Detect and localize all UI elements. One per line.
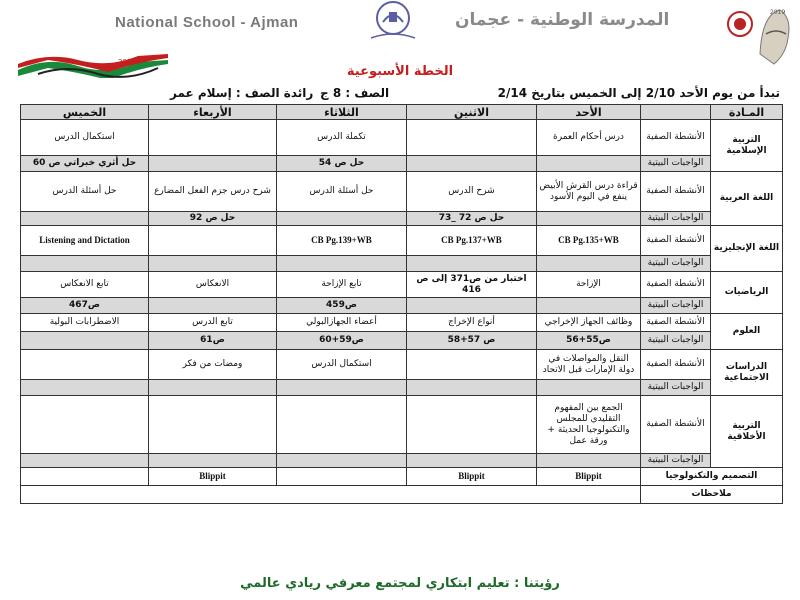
kind-activities: الأنشطة الصفية bbox=[641, 120, 711, 156]
cell: ومضات من فكر bbox=[149, 350, 277, 380]
kind-homework: الواجبات البيتية bbox=[641, 332, 711, 350]
table-row bbox=[21, 212, 783, 226]
cell bbox=[277, 396, 407, 454]
col-wednesday: الأربعاء bbox=[149, 105, 277, 120]
table-row bbox=[21, 350, 783, 380]
cell bbox=[277, 468, 407, 486]
subject-math: الرياضيات bbox=[711, 272, 783, 314]
table-row bbox=[21, 380, 783, 396]
col-thursday: الخميس bbox=[21, 105, 149, 120]
cell: Blippit bbox=[149, 468, 277, 486]
table-header-row bbox=[21, 105, 783, 120]
cell bbox=[149, 454, 277, 468]
table-row bbox=[21, 486, 783, 504]
kind-activities: الأنشطة الصفية bbox=[641, 396, 711, 454]
col-subject: المـادة bbox=[711, 105, 783, 120]
table-row bbox=[21, 468, 783, 486]
cell: CB Pg.137+WB bbox=[407, 226, 537, 256]
notes-cell bbox=[21, 486, 641, 504]
cell bbox=[407, 120, 537, 156]
cell: ص61 bbox=[149, 332, 277, 350]
school-logo-icon bbox=[353, 0, 433, 44]
notes-label: ملاحظات bbox=[641, 486, 783, 504]
cell bbox=[277, 454, 407, 468]
table-row bbox=[21, 454, 783, 468]
cell: الانعكاس bbox=[149, 272, 277, 298]
cell: قراءة درس القرش الأبيض ينفع في اليوم الأسود bbox=[537, 172, 641, 212]
cell: ص467 bbox=[21, 298, 149, 314]
cell: حل أثري خبراتي ص 60 bbox=[21, 156, 149, 172]
cell bbox=[277, 380, 407, 396]
subject-arabic: اللغة العربية bbox=[711, 172, 783, 226]
col-monday: الاثنين bbox=[407, 105, 537, 120]
table-row bbox=[21, 332, 783, 350]
cell bbox=[407, 454, 537, 468]
cell bbox=[407, 380, 537, 396]
cell: شرح الدرس bbox=[407, 172, 537, 212]
cell: ص459 bbox=[277, 298, 407, 314]
page-header bbox=[0, 0, 800, 120]
cell bbox=[277, 256, 407, 272]
cell: استكمال الدرس bbox=[21, 120, 149, 156]
cell: وظائف الجهاز الإخراجي bbox=[537, 314, 641, 332]
cell bbox=[21, 380, 149, 396]
cell: درس أحكام العمرة bbox=[537, 120, 641, 156]
kind-homework: الواجبات البيتية bbox=[641, 212, 711, 226]
cell bbox=[21, 454, 149, 468]
kind-homework: الواجبات البيتية bbox=[641, 298, 711, 314]
cell: الاضطرابات البولية bbox=[21, 314, 149, 332]
cell: Blippit bbox=[407, 468, 537, 486]
kind-homework: الواجبات البيتية bbox=[641, 156, 711, 172]
cell bbox=[21, 256, 149, 272]
table-row bbox=[21, 396, 783, 454]
subject-islamic: التربية الإسلامية bbox=[711, 120, 783, 172]
kind-homework: الواجبات البيتية bbox=[641, 454, 711, 468]
kind-activities: الأنشطة الصفية bbox=[641, 350, 711, 380]
cell bbox=[537, 256, 641, 272]
table-row bbox=[21, 314, 783, 332]
table-row bbox=[21, 272, 783, 298]
kind-activities: الأنشطة الصفية bbox=[641, 226, 711, 256]
cell bbox=[21, 332, 149, 350]
cell bbox=[407, 350, 537, 380]
cell bbox=[149, 120, 277, 156]
cell: أعضاء الجهازالبولي bbox=[277, 314, 407, 332]
cell bbox=[537, 156, 641, 172]
kind-homework: الواجبات البيتية bbox=[641, 380, 711, 396]
cell: أنواع الإخراج bbox=[407, 314, 537, 332]
table-row bbox=[21, 172, 783, 212]
table-row bbox=[21, 298, 783, 314]
year-badge: 2019 bbox=[118, 58, 136, 66]
cell: ص55+56 bbox=[537, 332, 641, 350]
col-tuesday: الثلاثاء bbox=[277, 105, 407, 120]
table-row bbox=[21, 120, 783, 156]
col-kind bbox=[641, 105, 711, 120]
cell bbox=[277, 212, 407, 226]
grade-label: الصف : 8 ج bbox=[320, 86, 390, 100]
svg-text:2019: 2019 bbox=[770, 9, 786, 16]
subject-science: العلوم bbox=[711, 314, 783, 350]
cell: Listening and Dictation bbox=[21, 226, 149, 256]
table-row bbox=[21, 226, 783, 256]
kind-activities: الأنشطة الصفية bbox=[641, 172, 711, 212]
cell: حل ص 92 bbox=[149, 212, 277, 226]
kind-homework: الواجبات البيتية bbox=[641, 256, 711, 272]
cell: ص 57+58 bbox=[407, 332, 537, 350]
cell: النقل والمواصلات في دولة الإمارات قبل الاتحاد bbox=[537, 350, 641, 380]
cell: حل أسئلة الدرس bbox=[21, 172, 149, 212]
vision-statement: رؤيتنا : تعليم ابتكاري لمجتمع معرفي ريادي عالمي bbox=[240, 576, 560, 591]
table-row bbox=[21, 256, 783, 272]
cell: تكملة الدرس bbox=[277, 120, 407, 156]
class-leader: رائدة الصف : إسلام عمر bbox=[170, 86, 314, 100]
cell bbox=[21, 396, 149, 454]
cell bbox=[407, 156, 537, 172]
cell bbox=[149, 396, 277, 454]
kind-activities: الأنشطة الصفية bbox=[641, 314, 711, 332]
cell: اختبار من ص371 إلى ص 416 bbox=[407, 272, 537, 298]
cell: الإزاحة bbox=[537, 272, 641, 298]
cell: CB Pg.139+WB bbox=[277, 226, 407, 256]
cell bbox=[21, 468, 149, 486]
cell bbox=[21, 350, 149, 380]
cell: CB Pg.135+WB bbox=[537, 226, 641, 256]
cell: حل ص 54 bbox=[277, 156, 407, 172]
plan-title: الخطة الأسبوعية bbox=[346, 64, 454, 79]
cell bbox=[149, 298, 277, 314]
cell: تابع الإزاحة bbox=[277, 272, 407, 298]
kind-activities: الأنشطة الصفية bbox=[641, 272, 711, 298]
school-name-arabic: المدرسة الوطنية - عجمان bbox=[455, 10, 670, 30]
cell: شرح درس جزم الفعل المضارع bbox=[149, 172, 277, 212]
cell: حل ص 72 _73 bbox=[407, 212, 537, 226]
cell: استكمال الدرس bbox=[277, 350, 407, 380]
cell bbox=[149, 380, 277, 396]
cell bbox=[537, 454, 641, 468]
cell bbox=[149, 156, 277, 172]
cell: تابع الدرس bbox=[149, 314, 277, 332]
cell bbox=[149, 226, 277, 256]
cell bbox=[407, 298, 537, 314]
cell bbox=[537, 298, 641, 314]
date-range: تبدأ من يوم الأحد 2/10 إلى الخميس بتاريخ 2/14 bbox=[497, 86, 780, 100]
cell bbox=[537, 380, 641, 396]
cell: Blippit bbox=[537, 468, 641, 486]
cell: الجمع بين المفهوم التقليدي للمجلس والتكنولوجيا الحديثة + ورقة عمل bbox=[537, 396, 641, 454]
cell bbox=[407, 396, 537, 454]
cell: تابع الانعكاس bbox=[21, 272, 149, 298]
cell: حل أسئلة الدرس bbox=[277, 172, 407, 212]
cell: ص59+60 bbox=[277, 332, 407, 350]
cell bbox=[537, 212, 641, 226]
subject-social-studies: الدراسات الاجتماعية bbox=[711, 350, 783, 396]
school-name-english: National School - Ajman bbox=[115, 14, 299, 31]
cell bbox=[149, 256, 277, 272]
subject-english: اللغة الإنجليزية bbox=[711, 226, 783, 272]
table-row bbox=[21, 156, 783, 172]
cell bbox=[21, 212, 149, 226]
subject-moral-education: التربية الأخلاقية bbox=[711, 396, 783, 468]
weekly-plan-table bbox=[20, 104, 783, 504]
subject-design-technology: التصميم والتكنولوجيا bbox=[641, 468, 783, 486]
cell bbox=[407, 256, 537, 272]
col-sunday: الأحد bbox=[537, 105, 641, 120]
year-of-tolerance-logo-icon bbox=[726, 4, 794, 68]
